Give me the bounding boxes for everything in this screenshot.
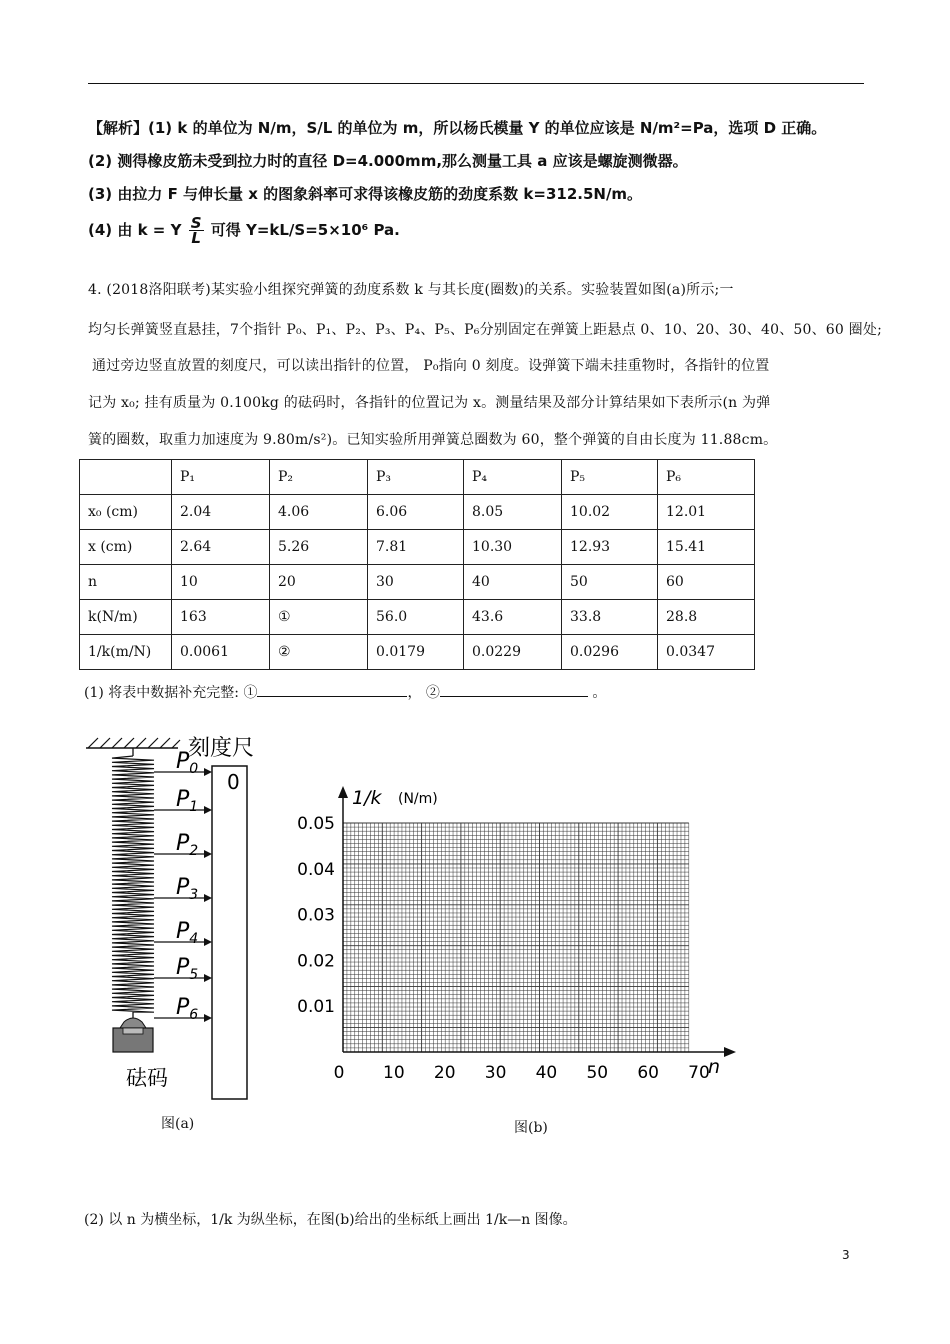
- pointer-subscript: 3: [189, 887, 199, 903]
- problem-line-4: 记为 x₀; 挂有质量为 0.100kg 的砝码时，各指针的位置记为 x。测量结果及部分计算结果如下表所示(n 为弹: [88, 395, 771, 411]
- table-cell: 2.04: [172, 495, 270, 530]
- table-row: [80, 530, 755, 565]
- weight-label: 砝码: [126, 1066, 168, 1090]
- table-cell: 43.6: [464, 600, 562, 635]
- table-cell: 0.0229: [464, 635, 562, 670]
- table-row: [80, 635, 755, 670]
- pointer-subscript: 2: [189, 843, 199, 859]
- x-tick-label: 0: [333, 1063, 345, 1083]
- table-cell: x₀ (cm): [80, 495, 172, 530]
- problem-line-3: 通过旁边竖直放置的刻度尺，可以读出指针的位置， P₀指向 0 刻度。设弹簧下端未挂重物时，各指针的位置: [92, 358, 770, 374]
- x-tick-label: 70: [688, 1063, 710, 1083]
- pointer-subscript: 0: [189, 761, 199, 777]
- pointer-arrow-icon: [204, 938, 212, 946]
- x-tick-label: 40: [535, 1063, 558, 1083]
- question-1-prefix: (1) 将表中数据补充完整: ①: [84, 685, 258, 701]
- answer-line-3: (3) 由拉力 F 与伸长量 x 的图象斜率可求得该橡皮筋的劲度系数 k=312.5N/m。: [88, 185, 643, 203]
- table-cell: 10.02: [562, 495, 658, 530]
- fraction-s-over-l: [189, 216, 204, 245]
- table-cell: P₁: [172, 460, 270, 495]
- table-cell: 5.26: [270, 530, 368, 565]
- table-row: [80, 600, 755, 635]
- table-cell: P₅: [562, 460, 658, 495]
- answer-blank-2[interactable]: [440, 682, 588, 697]
- table-cell: 50: [562, 565, 658, 600]
- y-tick-label: 0.01: [297, 997, 335, 1018]
- question-1: [84, 682, 606, 702]
- y-axis-label: 1/k: [352, 787, 382, 809]
- pointer-label: $P_2$: [176, 831, 199, 859]
- table-cell: 10: [172, 565, 270, 600]
- y-tick-label: 0.05: [297, 814, 335, 834]
- table-cell: k(N/m): [80, 600, 172, 635]
- answer-line-4-post: 可得 Y=kL/S=5×10⁶ Pa.: [210, 221, 400, 239]
- table-cell: ②: [270, 635, 368, 670]
- x-tick-label: 10: [383, 1063, 405, 1083]
- table-cell: 0.0179: [368, 635, 464, 670]
- table-cell: 20: [270, 565, 368, 600]
- table-row: [80, 565, 755, 600]
- table-cell: 33.8: [562, 600, 658, 635]
- x-tick-label: 50: [586, 1063, 609, 1083]
- x-tick-label: 20: [433, 1063, 456, 1083]
- table-cell: ①: [270, 600, 368, 635]
- answer-line-4-pre: (4) 由 k = Y: [88, 221, 182, 239]
- problem-line-2: 均匀长弹簧竖直悬挂，7个指针 P₀、P₁、P₂、P₃、P₄、P₅、P₆分别固定在弹簧上距悬点 0、10、20、30、40、50、60 圈处;: [88, 322, 882, 338]
- table-cell: [80, 460, 172, 495]
- y-tick-labels: [297, 814, 335, 1017]
- pointer-subscript: 1: [189, 799, 199, 815]
- table-cell: 28.8: [658, 600, 755, 635]
- table-cell: 10.30: [464, 530, 562, 565]
- table-cell: 7.81: [368, 530, 464, 565]
- figure-a-caption: 图(a): [161, 1116, 195, 1132]
- y-tick-label: 0.02: [297, 951, 335, 972]
- header-rule: [88, 83, 864, 84]
- pointer-label: $P_5$: [176, 955, 199, 983]
- x-tick-label: 30: [484, 1063, 507, 1083]
- table-cell: P₆: [658, 460, 755, 495]
- pointer-arrow-icon: [204, 894, 212, 902]
- table-cell: P₄: [464, 460, 562, 495]
- ruler-zero: 0: [227, 770, 240, 794]
- pointer-arrow-icon: [204, 768, 212, 776]
- figure-b-caption: 图(b): [514, 1120, 548, 1136]
- question-1-end: 。: [587, 685, 607, 701]
- pointer-label: $P_0$: [176, 749, 199, 777]
- spring-coil: [112, 756, 154, 1012]
- table-cell: P₂: [270, 460, 368, 495]
- x-axis-label: n: [708, 1056, 721, 1078]
- table-cell: 30: [368, 565, 464, 600]
- x-axis-arrow-icon: [724, 1047, 736, 1057]
- y-axis-unit: (N/m): [398, 791, 438, 807]
- problem-line-5: 簧的圈数，取重力加速度为 9.80m/s²)。已知实验所用弹簧总圈数为 60，整个弹簧的自由长度为 11.88cm。: [88, 432, 778, 448]
- table-cell: 4.06: [270, 495, 368, 530]
- table-cell: 56.0: [368, 600, 464, 635]
- ruler-label: 刻度尺: [188, 736, 255, 761]
- figure-b-chart: [290, 780, 750, 1110]
- answer-line-4: [88, 216, 400, 245]
- pointer-subscript: 4: [189, 931, 199, 947]
- table-cell: P₃: [368, 460, 464, 495]
- table-cell: 6.06: [368, 495, 464, 530]
- pointer-label: $P_3$: [176, 875, 199, 903]
- weight-icon: [113, 1018, 153, 1052]
- y-axis-arrow-icon: [338, 786, 348, 798]
- table-cell: 0.0347: [658, 635, 755, 670]
- pointer-arrow-icon: [204, 806, 212, 814]
- table-row: [80, 495, 755, 530]
- pointer-group: [154, 749, 212, 1023]
- pointer-arrow-icon: [204, 850, 212, 858]
- graph-paper-grid: [343, 823, 689, 1052]
- fraction-denominator: L: [191, 229, 201, 247]
- problem-line-1: 4. (2018洛阳联考)某实验小组探究弹簧的劲度系数 k 与其长度(圈数)的关系。实验装置如图(a)所示;一: [88, 282, 734, 298]
- table-header-row: [80, 460, 755, 495]
- pointer-subscript: 5: [189, 967, 199, 983]
- figure-a-diagram: [80, 728, 280, 1103]
- y-tick-label: 0.04: [297, 859, 335, 880]
- table-cell: 0.0296: [562, 635, 658, 670]
- answer-line-2: (2) 测得橡皮筋未受到拉力时的直径 D=4.000mm,那么测量工具 a 应该是螺旋测微器。: [88, 152, 688, 170]
- answer-blank-1[interactable]: [257, 682, 407, 697]
- table-cell: 40: [464, 565, 562, 600]
- question-2: (2) 以 n 为横坐标，1/k 为纵坐标，在图(b)给出的坐标纸上画出 1/k—n 图像。: [84, 1212, 577, 1228]
- pointer-label: $P_1$: [176, 787, 199, 815]
- ceiling-hatch: [88, 738, 180, 748]
- answer-line-1: 【解析】(1) k 的单位为 N/m，S/L 的单位为 m，所以杨氏模量 Y 的单位应该是 N/m²=Pa，选项 D 正确。: [88, 119, 827, 137]
- data-table: [79, 459, 755, 670]
- table-cell: 60: [658, 565, 755, 600]
- table-cell: 2.64: [172, 530, 270, 565]
- pointer-arrow-icon: [204, 1014, 212, 1022]
- x-tick-labels: [334, 1063, 710, 1083]
- table-cell: x (cm): [80, 530, 172, 565]
- table-cell: 12.93: [562, 530, 658, 565]
- pointer-label: $P_6$: [176, 995, 199, 1023]
- question-1-mid: ， ②: [407, 685, 440, 701]
- pointer-label: $P_4$: [176, 919, 199, 947]
- table-cell: 163: [172, 600, 270, 635]
- table-cell: 0.0061: [172, 635, 270, 670]
- x-tick-label: 60: [637, 1063, 659, 1083]
- y-tick-label: 0.03: [297, 905, 335, 926]
- pointer-arrow-icon: [204, 974, 212, 982]
- table-cell: 1/k(m/N): [80, 635, 172, 670]
- table-cell: 12.01: [658, 495, 755, 530]
- ruler: [212, 766, 247, 1099]
- table-cell: 8.05: [464, 495, 562, 530]
- fraction-numerator: S: [190, 214, 202, 232]
- pointer-subscript: 6: [189, 1007, 199, 1023]
- table-cell: 15.41: [658, 530, 755, 565]
- table-cell: n: [80, 565, 172, 600]
- page-number: 3: [842, 1248, 850, 1262]
